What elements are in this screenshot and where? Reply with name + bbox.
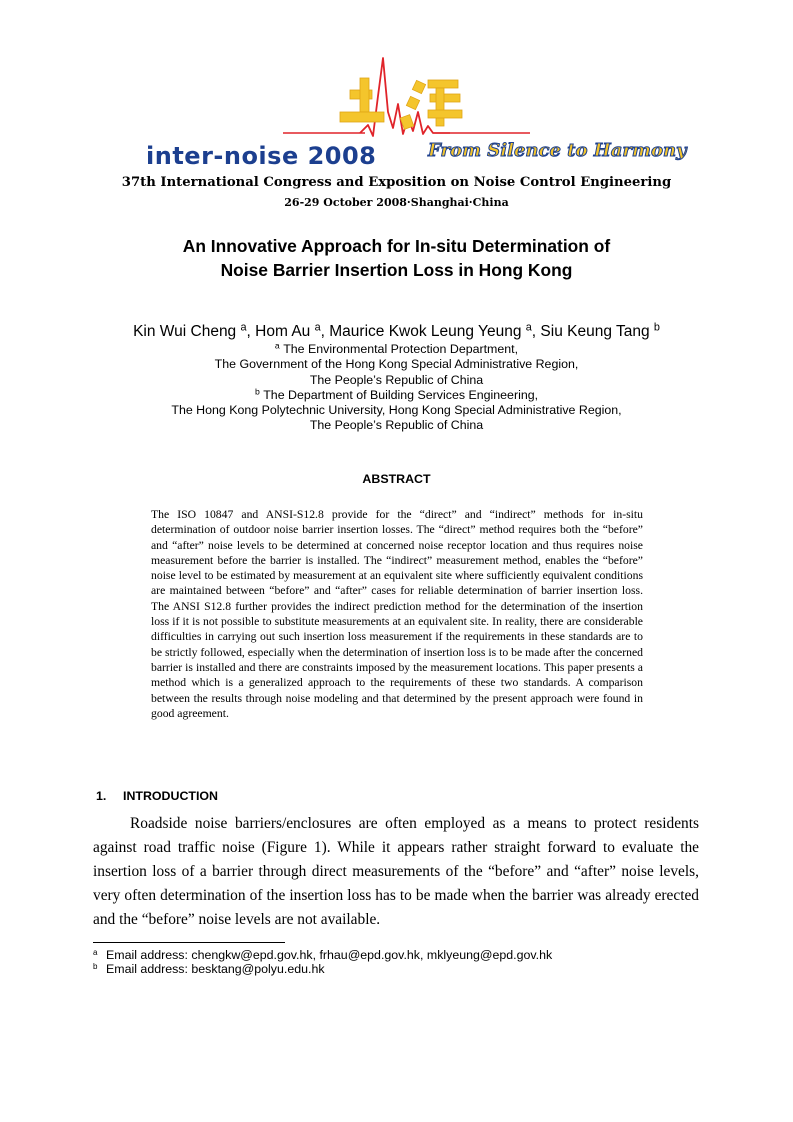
paper-title [0,234,793,282]
affiliation-a-line-2: The Government of the Hong Kong Special Administrative Region, [214,357,579,372]
title-line-1: An Innovative Approach for In-situ Determination of [182,236,611,256]
footnote: b Email address: besktang@polyu.edu.hk [93,962,325,976]
author-list [0,322,793,342]
footnote-divider [93,942,285,943]
conference-header [0,0,793,215]
footnote-text: Email address: besktang@polyu.edu.hk [106,962,325,976]
affiliation-mark: b [254,386,260,397]
footnote-text: Email address: chengkw@epd.gov.hk, frhau@epd.gov.hk, mklyeung@epd.gov.hk [106,948,553,962]
author-affiliation-mark: a [525,321,532,334]
affiliation-mark: a [274,340,280,351]
section-title: INTRODUCTION [123,789,218,803]
section-heading [96,789,218,803]
author-affiliation-mark: a [240,321,247,334]
author-separator: , [246,323,256,340]
affiliations [0,342,793,434]
conference-dates: 26-29 October 2008·Shanghai·China [284,196,509,209]
congress-title: 37th International Congress and Exposition on Noise Control Engineering [121,175,672,190]
footnote: a Email address: chengkw@epd.gov.hk, frhau@epd.gov.hk, mklyeung@epd.gov.hk [93,948,553,962]
conference-name: inter-noise 2008 [146,142,377,170]
title-line-2: Noise Barrier Insertion Loss in Hong Kong [220,260,573,280]
author-name: Maurice Kwok Leung Yeung [329,323,522,340]
affiliation-a-line-3: The People’s Republic of China [309,372,484,387]
affiliation-b-line-3: The People’s Republic of China [309,418,484,433]
author-separator: , [531,323,541,340]
abstract-heading: ABSTRACT [362,472,431,486]
introduction-paragraph: Roadside noise barriers/enclosures are often employed as a means to protect residents against road traffic noise (Figure 1). While it appears rather straight forward to evaluate the insertion loss of a barrier through direct measurements of the “before” and “after” noise levels, very often determination of the insertion loss has to be made when the barrier was already erected and the “before” noise levels are not available. [93,815,699,928]
affiliation-b-line-2: The Hong Kong Polytechnic University, Hong Kong Special Administrative Region, [171,403,622,418]
affiliation-a-line-1: $^a$ The Environmental Protection Department, [274,340,519,356]
author-separator: , [320,323,330,340]
author-affiliation-mark: b [653,321,660,334]
conference-slogan: From Silence to Harmony [428,140,687,161]
abstract-text: The ISO 10847 and ANSI-S12.8 provide for the “direct” and “indirect” methods for in-situ determination of outdoor noise barrier insertion losses. The “direct” method requires both the “before” and “after” noise levels to be determined at concerned noise receptor location and thus requires noise measurement before the barrier is installed. The “indirect” measurement method, enables the “before” noise level to be estimated by measurement at an equivalent site where sufficiently equivalent conditions are maintained between “before” and “after” cases for reliable determination of barrier insertion loss. The ANSI S12.8 further provides the indirect prediction method for the determination of the insertion loss if it is not possible to substitute measurements at an equivalent site. In reality, there are considerable difficulties in carrying out such insertion loss measurement if the requirements in these standards are to be strictly followed, especially when the determination of insertion loss is to be made after the concerned barrier is installed and there are constraints imposed by the measurement locations. This paper presents a method which is a generalized approach to the requirements of these two standards. A comparison between the results through noise modeling and that determined by the present approach were found in good agreement. [151,508,643,720]
author-name: Siu Keung Tang [540,323,650,340]
author-name: Hom Au [255,323,311,340]
author-name: Kin Wui Cheng [133,323,237,340]
footnotes [93,948,552,976]
author-affiliation-mark: a [314,321,321,334]
section-number: 1. [96,789,107,803]
affiliation-b-line-1: $^b$ The Department of Building Services Engineering, [254,386,539,402]
